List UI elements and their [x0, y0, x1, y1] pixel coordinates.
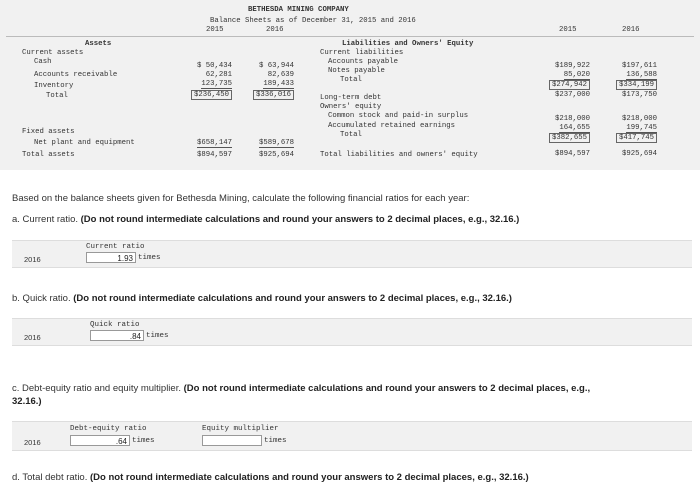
- question-b-prefix: b. Quick ratio.: [12, 293, 71, 304]
- intro-text: Based on the balance sheets given for Bethesda Mining, calculate the following financial ratios for each year:: [12, 193, 470, 204]
- current-ratio-unit: times: [138, 254, 161, 262]
- equity-total-2016: $417,745: [616, 133, 657, 143]
- total-le-2016: $925,694: [621, 150, 657, 158]
- debt-equity-header: Debt-equity ratio: [70, 425, 147, 433]
- total-assets-2016: $925,694: [258, 151, 294, 159]
- net-plant-2016: $589,678: [258, 139, 294, 147]
- equity-multiplier-unit: times: [264, 437, 287, 445]
- current-assets-total-2015: $236,450: [191, 90, 232, 100]
- answer-table-b: [12, 318, 692, 346]
- np-label: Notes payable: [328, 67, 385, 75]
- year-row-b: 2016: [24, 333, 41, 342]
- inventory-2015: 123,735: [201, 80, 232, 88]
- current-assets-label: Current assets: [22, 49, 84, 57]
- retained-earnings-2015: 164,655: [559, 124, 590, 132]
- quick-ratio-header: Quick ratio: [90, 321, 140, 329]
- current-ratio-input[interactable]: 1.93: [86, 252, 136, 263]
- total-assets-label: Total assets: [22, 151, 75, 159]
- retained-earnings-label: Accumulated retained earnings: [328, 122, 455, 130]
- year-row-c: 2016: [24, 438, 41, 447]
- equity-multiplier-input[interactable]: [202, 435, 262, 446]
- statement-title: Balance Sheets as of December 31, 2015 and 2016: [210, 17, 416, 25]
- common-stock-label: Common stock and paid-in surplus: [328, 112, 469, 120]
- year-2016-right: 2016: [622, 26, 640, 34]
- question-d: [12, 472, 529, 483]
- question-c-cont: [12, 396, 42, 407]
- ltd-label: Long-term debt: [320, 94, 382, 102]
- fixed-assets-label: Fixed assets: [22, 128, 75, 136]
- header-divider: [6, 36, 694, 37]
- debt-equity-input[interactable]: .64: [70, 435, 130, 446]
- current-ratio-header: Current ratio: [86, 243, 145, 251]
- net-plant-label: Net plant and equipment: [34, 139, 135, 147]
- retained-earnings-2016: 199,745: [626, 124, 657, 132]
- inventory-label: Inventory: [34, 82, 74, 90]
- cash-2016: $ 63,944: [258, 62, 294, 70]
- balance-sheet-panel: [0, 0, 700, 170]
- total-le-label: Total liabilities and owners' equity: [320, 151, 478, 159]
- common-stock-2015: $218,000: [554, 115, 590, 123]
- ap-2015: $189,922: [554, 62, 590, 70]
- question-a-prefix: a. Current ratio.: [12, 214, 78, 225]
- question-c-instruction-cont: 32.16.): [12, 396, 42, 407]
- current-liabilities-total-label: Total: [340, 76, 362, 84]
- current-assets-total-label: Total: [46, 92, 68, 100]
- quick-ratio-input[interactable]: .84: [90, 330, 144, 341]
- year-2016-left: 2016: [266, 26, 284, 34]
- np-2016: 136,588: [626, 71, 657, 79]
- ap-2016: $197,611: [621, 62, 657, 70]
- question-c-prefix: c. Debt-equity ratio and equity multiplier.: [12, 383, 181, 394]
- assets-header: Assets: [85, 40, 112, 48]
- current-liabilities-label: Current liabilities: [320, 49, 404, 57]
- year-2015-right: 2015: [559, 26, 577, 34]
- quick-ratio-unit: times: [146, 332, 169, 340]
- question-d-instruction: (Do not round intermediate calculations and round your answers to 2 decimal places, e.g., 32.16.): [90, 472, 529, 483]
- owners-equity-label: Owners' equity: [320, 103, 382, 111]
- question-a: [12, 214, 519, 225]
- liabilities-header: Liabilities and Owners' Equity: [342, 40, 474, 48]
- company-name: BETHESDA MINING COMPANY: [248, 6, 349, 14]
- ltd-2016: $173,750: [621, 91, 657, 99]
- equity-total-2015: $382,655: [549, 133, 590, 143]
- cash-2015: $ 50,434: [196, 62, 232, 70]
- common-stock-2016: $218,000: [621, 115, 657, 123]
- ar-2015: 62,281: [205, 71, 232, 79]
- question-d-prefix: d. Total debt ratio.: [12, 472, 88, 483]
- inventory-2016: 189,433: [263, 80, 294, 88]
- ar-2016: 82,639: [267, 71, 294, 79]
- cash-label: Cash: [34, 58, 52, 66]
- net-plant-2015: $658,147: [196, 139, 232, 147]
- ar-label: Accounts receivable: [34, 71, 118, 79]
- answer-table-a: [12, 240, 692, 268]
- debt-equity-unit: times: [132, 437, 155, 445]
- equity-total-label: Total: [340, 131, 362, 139]
- total-le-2015: $894,597: [554, 150, 590, 158]
- total-assets-2015: $894,597: [196, 151, 232, 159]
- question-b-instruction: (Do not round intermediate calculations and round your answers to 2 decimal places, e.g., 32.16.): [73, 293, 512, 304]
- np-2015: 85,020: [563, 71, 590, 79]
- question-b: [12, 293, 512, 304]
- question-c-instruction: (Do not round intermediate calculations and round your answers to 2 decimal places, e.g.,: [183, 383, 591, 394]
- current-liabilities-total-2016: $334,199: [616, 80, 657, 90]
- ap-label: Accounts payable: [328, 58, 399, 66]
- current-assets-total-2016: $336,016: [253, 90, 294, 100]
- current-liabilities-total-2015: $274,942: [549, 80, 590, 90]
- question-a-instruction: (Do not round intermediate calculations and round your answers to 2 decimal places, e.g., 32.16.): [80, 214, 520, 225]
- answer-table-c: [12, 421, 692, 451]
- equity-multiplier-header: Equity multiplier: [202, 425, 279, 433]
- year-row-a: 2016: [24, 255, 41, 264]
- question-c: [12, 383, 590, 394]
- year-2015-left: 2015: [206, 26, 224, 34]
- ltd-2015: $237,000: [554, 91, 590, 99]
